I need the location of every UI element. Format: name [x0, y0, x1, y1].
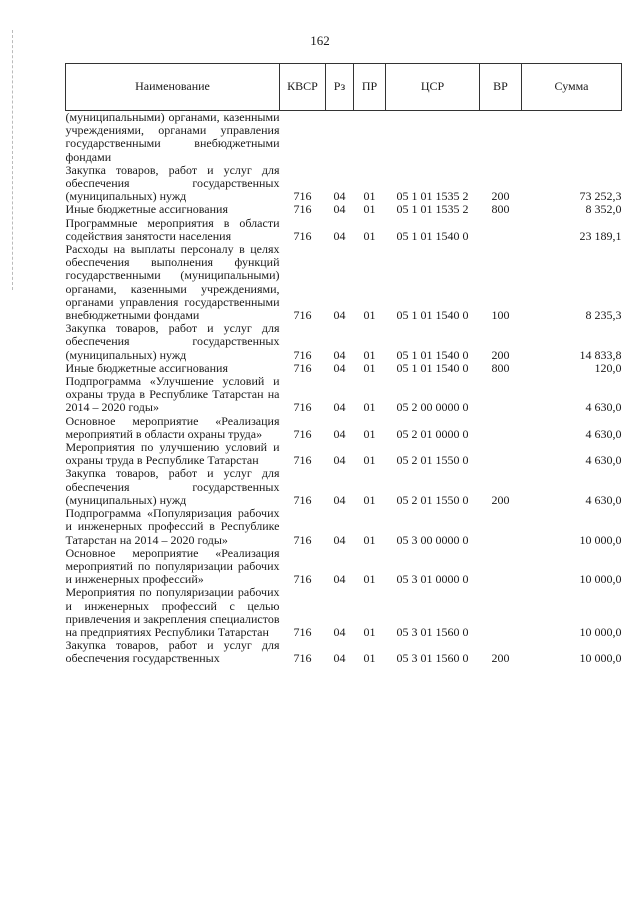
table-body — [66, 111, 622, 666]
cell-rz: 04 — [333, 492, 346, 507]
cell-name: Подпрограмма «Популяризация рабочих и инженерных профессий в Республике Татарстан на 2014 – 2020 годы» — [65, 506, 280, 547]
cell-sum: 4 630,0 — [585, 426, 622, 441]
cell-csr: 05 2 00 0000 0 — [396, 400, 469, 415]
cell-kvsr: 716 — [293, 426, 312, 441]
header-name: Наименование — [66, 64, 280, 111]
cell-sum: 73 252,3 — [579, 189, 622, 204]
cell-vr — [480, 375, 522, 415]
cell-kvsr: 716 — [293, 347, 312, 362]
cell-rz: 04 — [333, 426, 346, 441]
cell-pr: 01 — [363, 360, 376, 375]
cell-pr: 01 — [363, 492, 376, 507]
cell-name: (муниципальными) органами, казенными учреждениями, органами управления государственными внебюджетными фондами — [65, 110, 280, 164]
cell-csr: 05 1 01 1540 0 — [396, 360, 469, 375]
budget-table — [65, 63, 622, 666]
cell-name: Закупка товаров, работ и услуг для обеспечения государственных (муниципальных) нужд — [65, 466, 280, 507]
cell-sum: 10 000,0 — [579, 651, 622, 666]
cell-sum: 10 000,0 — [579, 532, 622, 547]
cell-rz: 04 — [333, 400, 346, 415]
cell-kvsr: 716 — [293, 492, 312, 507]
cell-kvsr: 716 — [293, 532, 312, 547]
cell-name: Иные бюджетные ассигнования — [65, 360, 228, 375]
cell-csr: 05 1 01 1540 0 — [396, 347, 469, 362]
cell-sum: 10 000,0 — [579, 624, 622, 639]
table-row — [66, 217, 622, 243]
cell-pr: 01 — [363, 651, 376, 666]
cell-vr: 800 — [491, 202, 510, 217]
cell-rz: 04 — [333, 624, 346, 639]
cell-vr: 800 — [491, 360, 510, 375]
cell-sum: 8 235,3 — [585, 308, 622, 323]
table-row — [66, 586, 622, 639]
cell-pr: 01 — [363, 202, 376, 217]
cell-pr: 01 — [363, 347, 376, 362]
cell-pr: 01 — [363, 426, 376, 441]
table-row — [66, 467, 622, 507]
cell-rz: 04 — [333, 228, 346, 243]
cell-sum: 8 352,0 — [585, 202, 622, 217]
cell-vr — [480, 111, 522, 164]
cell-csr: 05 3 01 1560 0 — [396, 624, 469, 639]
cell-name: Закупка товаров, работ и услуг для обеспечения государственных (муниципальных) нужд — [65, 162, 280, 204]
cell-vr — [480, 441, 522, 467]
cell-pr: 01 — [363, 228, 376, 243]
cell-name: Подпрограмма «Улучшение условий и охраны труда в Республике Татарстан на 2014 – 2020 годы» — [65, 374, 280, 415]
cell-pr: 01 — [363, 400, 376, 415]
cell-kvsr: 716 — [293, 400, 312, 415]
cell-kvsr: 716 — [293, 572, 312, 587]
cell-rz: 04 — [333, 572, 346, 587]
cell-sum: 120,0 — [594, 360, 622, 375]
cell-pr — [354, 111, 386, 164]
margin-marks — [12, 30, 16, 290]
cell-csr: 05 3 01 1560 0 — [396, 651, 469, 666]
header-pr: ПР — [354, 64, 386, 111]
cell-vr — [480, 547, 522, 587]
table-row — [66, 507, 622, 547]
cell-vr: 100 — [491, 308, 510, 323]
cell-csr: 05 3 00 0000 0 — [396, 532, 469, 547]
cell-pr: 01 — [363, 453, 376, 468]
cell-pr: 01 — [363, 308, 376, 323]
table-row — [66, 203, 622, 216]
cell-csr: 05 2 01 1550 0 — [396, 492, 469, 507]
cell-csr: 05 3 01 0000 0 — [396, 572, 469, 587]
header-rz: Рз — [326, 64, 354, 111]
cell-kvsr — [280, 111, 326, 164]
cell-kvsr: 716 — [293, 453, 312, 468]
cell-vr — [480, 507, 522, 547]
cell-csr — [386, 111, 480, 164]
cell-csr: 05 1 01 1535 2 — [396, 189, 469, 204]
cell-kvsr: 716 — [293, 360, 312, 375]
table-header — [66, 64, 622, 111]
cell-vr: 200 — [491, 651, 510, 666]
cell-csr: 05 2 01 0000 0 — [396, 426, 469, 441]
cell-pr: 01 — [363, 624, 376, 639]
table-row — [66, 415, 622, 441]
cell-pr: 01 — [363, 532, 376, 547]
cell-pr: 01 — [363, 189, 376, 204]
table-row — [66, 164, 622, 204]
cell-sum: 14 833,8 — [579, 347, 622, 362]
cell-rz: 04 — [333, 532, 346, 547]
cell-vr: 200 — [491, 347, 510, 362]
cell-name: Закупка товаров, работ и услуг для обеспечения государственных — [65, 638, 280, 666]
cell-vr — [480, 586, 522, 639]
cell-sum: 23 189,1 — [579, 228, 622, 243]
table-row — [66, 375, 622, 415]
cell-pr: 01 — [363, 572, 376, 587]
cell-kvsr: 716 — [293, 624, 312, 639]
cell-vr: 200 — [491, 189, 510, 204]
cell-sum: 10 000,0 — [579, 572, 622, 587]
cell-name: Основное мероприятие «Реализация мероприятий в области охраны труда» — [65, 413, 280, 441]
table-row — [66, 639, 622, 665]
cell-csr: 05 1 01 1535 2 — [396, 202, 469, 217]
cell-sum: 4 630,0 — [585, 400, 622, 415]
cell-rz: 04 — [333, 360, 346, 375]
cell-kvsr: 716 — [293, 189, 312, 204]
header-sum: Сумма — [522, 64, 622, 111]
cell-name: Мероприятия по улучшению условий и охраны труда в Республике Татарстан — [65, 440, 280, 468]
table-row — [66, 111, 622, 164]
cell-name: Иные бюджетные ассигнования — [65, 202, 228, 217]
cell-sum: 4 630,0 — [585, 453, 622, 468]
cell-name: Мероприятия по популяризации рабочих и инженерных профессий с целью привлечения и закрепления специалистов на предприятиях Республики Татарстан — [65, 585, 280, 639]
cell-rz: 04 — [333, 202, 346, 217]
cell-rz: 04 — [333, 651, 346, 666]
cell-kvsr: 716 — [293, 308, 312, 323]
header-vr: ВР — [480, 64, 522, 111]
cell-csr: 05 2 01 1550 0 — [396, 453, 469, 468]
cell-rz: 04 — [333, 347, 346, 362]
table-row — [66, 243, 622, 322]
cell-sum — [522, 111, 622, 164]
cell-sum: 4 630,0 — [585, 492, 622, 507]
cell-vr — [480, 415, 522, 441]
cell-rz: 04 — [333, 453, 346, 468]
cell-kvsr: 716 — [293, 202, 312, 217]
cell-vr: 200 — [491, 492, 510, 507]
page-number: 162 — [310, 33, 330, 48]
cell-kvsr: 716 — [293, 651, 312, 666]
cell-kvsr: 716 — [293, 228, 312, 243]
cell-name: Расходы на выплаты персоналу в целях обеспечения выполнения функций государственными (муниципальными) органами, казенными учреждениями, органами управления государственными внебюджетными фондами — [65, 242, 280, 323]
table-row — [66, 322, 622, 362]
cell-name: Основное мероприятие «Реализация мероприятий по популяризации рабочих и инженерных профессий» — [65, 545, 280, 587]
cell-rz: 04 — [333, 189, 346, 204]
cell-vr — [480, 217, 522, 243]
cell-name: Закупка товаров, работ и услуг для обеспечения государственных (муниципальных) нужд — [65, 321, 280, 362]
cell-rz — [326, 111, 354, 164]
table-row — [66, 441, 622, 467]
cell-name: Программные мероприятия в области содействия занятости населения — [65, 215, 280, 243]
cell-csr: 05 1 01 1540 0 — [396, 308, 469, 323]
header-csr: ЦСР — [386, 64, 480, 111]
header-kvsr: КВСР — [280, 64, 326, 111]
cell-csr: 05 1 01 1540 0 — [396, 228, 469, 243]
cell-rz: 04 — [333, 308, 346, 323]
table-row — [66, 547, 622, 587]
